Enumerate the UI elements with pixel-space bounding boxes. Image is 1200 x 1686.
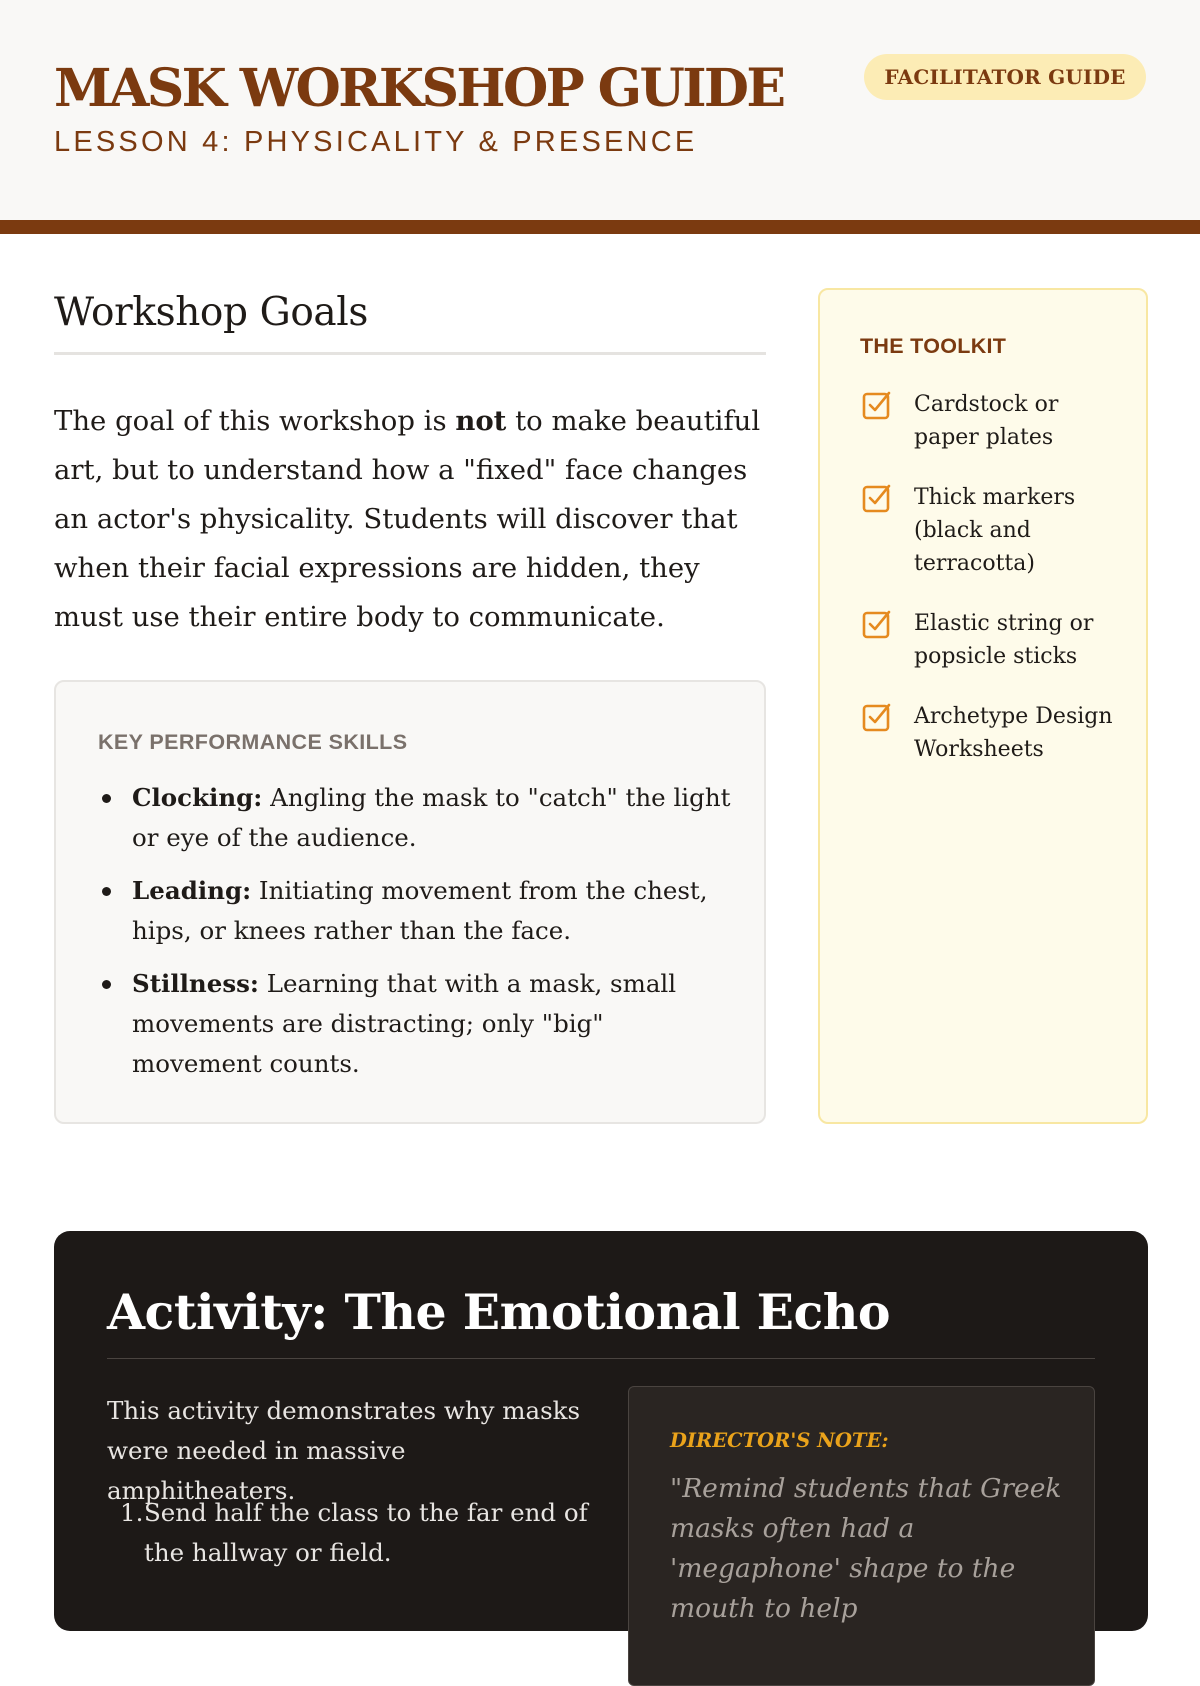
goals-emphasis: not	[455, 405, 507, 437]
toolkit-item	[860, 388, 1130, 454]
toolkit-item-label: Archetype Design Worksheets	[914, 704, 1113, 762]
step-text: Send half the class to the far end of the hallway or field.	[144, 1498, 588, 1567]
checkbox-icon	[860, 700, 894, 734]
bullet-icon	[102, 980, 111, 989]
activity-intro: This activity demonstrates why masks were needed in massive amphitheaters.	[107, 1396, 581, 1505]
skill-item	[98, 778, 738, 858]
page-title: MASK WORKSHOP GUIDE	[54, 58, 784, 119]
toolkit-item	[860, 607, 1130, 673]
toolkit-item-label: Elastic string or popsicle sticks	[914, 611, 1094, 669]
step-number: 1.	[120, 1498, 144, 1527]
note-quote: "Remind students that Greek masks often had a 'megaphone' shape to the mouth to help	[670, 1473, 1062, 1624]
toolkit-list	[860, 388, 1130, 793]
bullet-icon	[102, 887, 111, 896]
skill-description: Learning that with a mask, small movements are distracting; only "big" movement counts.	[132, 969, 677, 1078]
checkbox-icon	[860, 388, 894, 422]
activity-card	[54, 1231, 1148, 1631]
toolkit-heading: THE TOOLKIT	[860, 334, 1007, 358]
skill-description: Angling the mask to "catch" the light or eye of the audience.	[132, 783, 731, 852]
facilitator-badge: FACILITATOR GUIDE	[864, 54, 1146, 100]
toolkit-item-label: Thick markers (black and terracotta)	[914, 485, 1076, 576]
goals-text-end: to make beautiful art, but to understand how a "fixed" face changes an actor's physicality. Students will discover that when their facial expressions are hidden, they must use their entire body to communicate.	[54, 405, 761, 633]
goals-divider	[54, 352, 766, 355]
skill-item	[98, 871, 738, 951]
activity-step	[120, 1493, 590, 1573]
lesson-subtitle: LESSON 4: PHYSICALITY & PRESENCE	[54, 126, 698, 158]
activity-divider	[107, 1358, 1095, 1359]
directors-note	[628, 1386, 1095, 1686]
goals-paragraph	[54, 397, 766, 642]
bullet-icon	[102, 794, 111, 803]
toolkit-item	[860, 481, 1130, 580]
skills-heading: KEY PERFORMANCE SKILLS	[98, 730, 408, 754]
skill-term: Clocking:	[132, 783, 263, 812]
skill-description: Initiating movement from the chest, hips, or knees rather than the face.	[132, 876, 708, 945]
activity-heading: Activity: The Emotional Echo	[107, 1283, 891, 1341]
goals-heading: Workshop Goals	[54, 290, 368, 335]
goals-text-start: The goal of this workshop is	[54, 405, 456, 437]
skill-item	[98, 964, 738, 1084]
note-label: DIRECTOR'S NOTE:	[670, 1429, 889, 1452]
skill-term: Leading:	[132, 876, 252, 905]
checkbox-icon	[860, 481, 894, 515]
skills-box	[54, 680, 766, 1124]
page-header	[0, 0, 1200, 220]
header-divider	[0, 220, 1200, 234]
skill-term: Stillness:	[132, 969, 259, 998]
toolkit-item-label: Cardstock or paper plates	[914, 392, 1059, 450]
skills-list	[98, 778, 738, 1097]
toolkit-panel	[818, 288, 1148, 1124]
toolkit-item	[860, 700, 1130, 766]
activity-steps	[120, 1493, 590, 1573]
checkbox-icon	[860, 607, 894, 641]
